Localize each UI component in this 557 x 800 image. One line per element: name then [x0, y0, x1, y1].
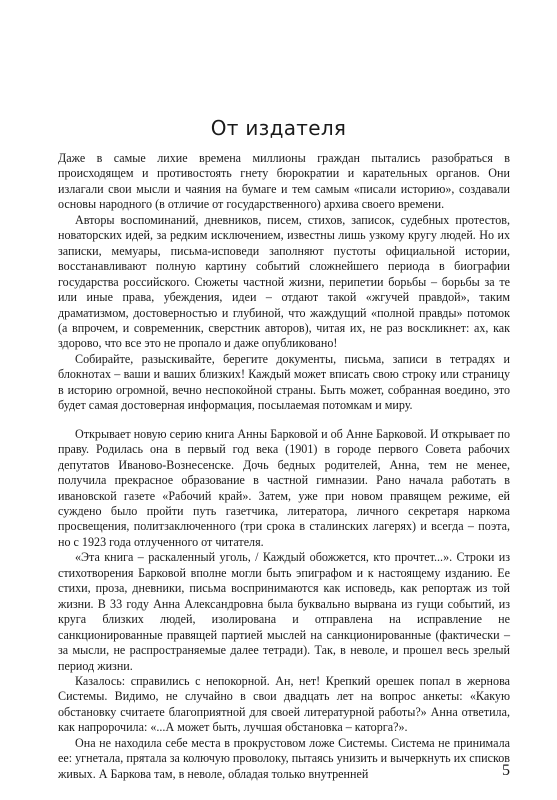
- paragraph-4: Открывает новую серию книга Анны Барковой и об Анне Барковой. И открывает по праву. Родилась она в первый год века (1901) в городе первого Совета рабочих депутатов Иваново-Вознесенске. Дочь бедных родителей, Анна, тем не менее, получила прекрасное образование в частной гимназии. Рано начала работать в ивановской газете «Рабочий край». Затем, уже при новом правящем режиме, ей суждено было пройти путь газетчика, литератора, личного секретаря наркома просвещения, политзаключенного (три срока в сталинских лагерях) и всегда – поэта, но с 1923 года отлученного от читателя.: [58, 426, 510, 549]
- paragraph-3: Собирайте, разыскивайте, берегите документы, письма, записи в тетрадях и блокнотах – ваши и ваших близких! Каждый может вписать свою строку или страницу в историю огромной, вечно неспокойной страны. Быть может, собранная воедино, это будет самая достоверная информация, посылаемая потомкам и миру.: [58, 351, 510, 413]
- paragraph-2: Авторы воспоминаний, дневников, писем, стихов, записок, судебных протестов, новаторских идей, за редким исключением, известны лишь узкому кругу людей. Но их записки, мемуары, письма-исповеди заполняют пустоты официальной истории, восстанавливают полную картину событий сложнейшего периода в биографии государства российского. Сюжеты частной жизни, перипетии борьбы – борьбы за те или иные права, убеждения, идеи – отдают такой «жгучей правдой», таким драматизмом, достоверностью и глубиной, что жаждущий «полной правды» потомок (а впрочем, и современник, сверстник авторов), читая их, не раз воскликнет: ах, как здорово, что все это не пропало и даже опубликовано!: [58, 212, 510, 351]
- paragraph-6: Казалось: справились с непокорной. Ан, нет! Крепкий орешек попал в жернова Системы. Видимо, не случайно в свои двадцать лет на вопрос анкеты: «Какую обстановку считаете благоприятной для своей литературной работы?» Анна ответила, как напророчила: «...А может быть, лучшая обстановка – каторга?».: [58, 673, 510, 735]
- page-title: От издателя: [210, 116, 347, 140]
- paragraph-1: Даже в самые лихие времена миллионы граждан пытались разобраться в происходящем и противостоять гнету бюрократии и карательных органов. Они излагали свои мысли и чаяния на бумаге и тем самым «писали историю», создавали основы народного (в отличие от государственного) архива своего времени.: [58, 151, 510, 212]
- body-text: [58, 151, 510, 782]
- paragraph-5: «Эта книга – раскаленный уголь, / Каждый обожжется, кто прочтет...». Строки из стихотворения Барковой вполне могли быть эпиграфом и к настоящему изданию. Ее стихи, проза, дневники, письма воспринимаются как исповедь, как репортаж из той жизни. В 33 году Анна Александровна была буквально вырвана из гущи событий, из круга близких людей, изолирована и отправлена на исправление не санкционированные правящей партией мыслей на санкционированные (фактически – за мысли, не распространяемые далее тетради). Так, в неволе, и прошел весь зрелый период жизни.: [58, 550, 510, 673]
- page-number: 5: [502, 762, 510, 779]
- paragraph-7: Она не находила себе места в прокрустовом ложе Системы. Система не принимала ее: угнетала, прятала за колючую проволоку, пытаясь унизить и вычеркнуть их списков живых. А Баркова там, в неволе, обладая только внутренней: [58, 735, 510, 781]
